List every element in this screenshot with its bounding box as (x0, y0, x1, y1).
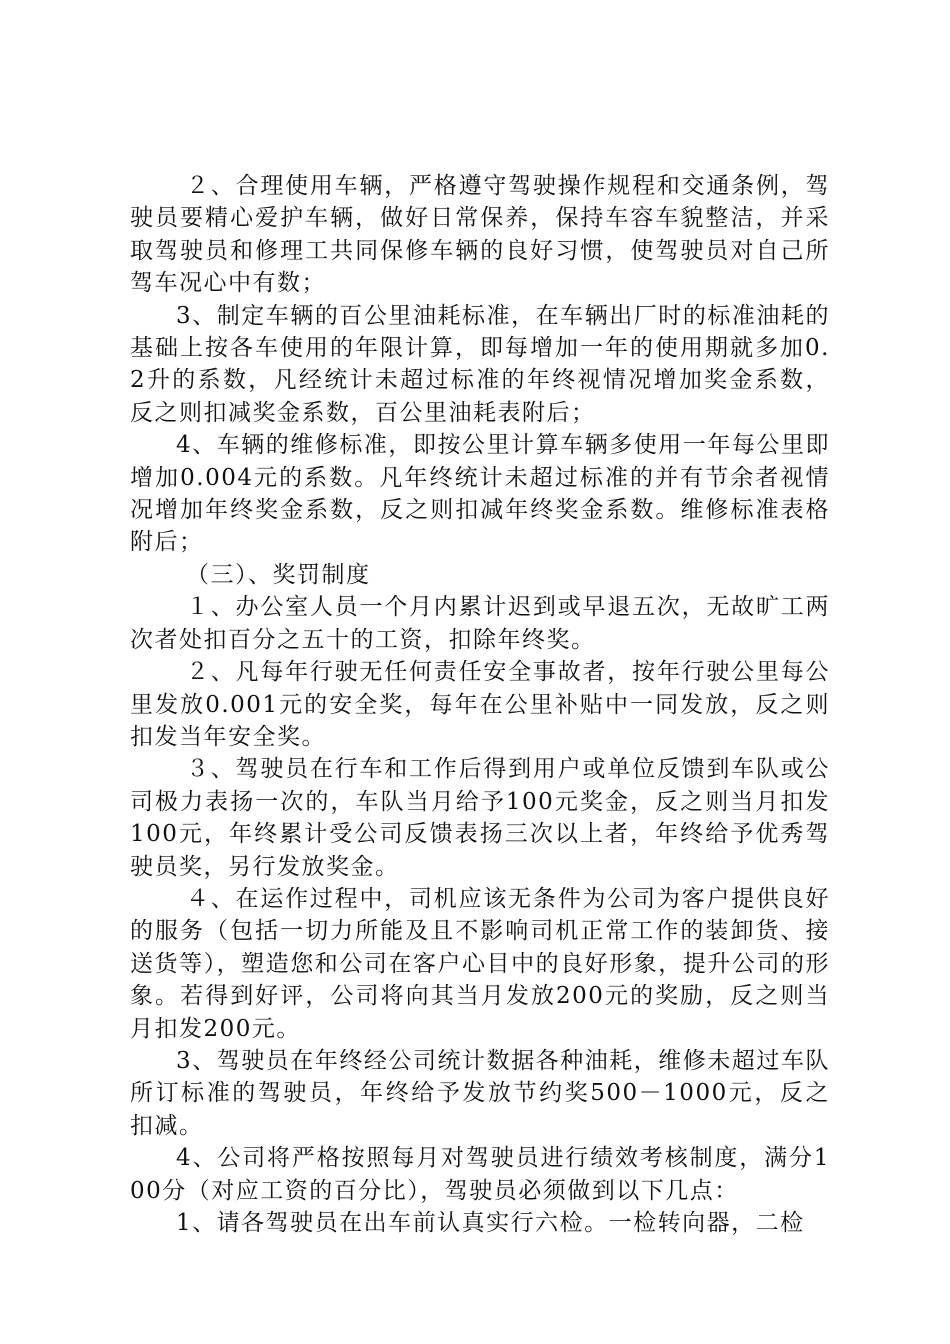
paragraph-performance-review: 4、公司将严格按照每月对驾驶员进行绩效考核制度，满分100分（对应工资的百分比），驾驶员必须做到以下几点： (130, 1145, 830, 1204)
section-heading-rewards-penalties: （三）、奖罚制度 (186, 561, 371, 588)
paragraph-praise-bonus: ３、驾驶员在行车和工作后得到用户或单位反馈到车队或公司极力表扬一次的，车队当月给予100元奖金，反之则当月扣发100元，年终累计受公司反馈表扬三次以上者，年终给予优秀驾驶员奖，另行发放奖金。 (130, 756, 830, 880)
paragraph-repair-standard: 4、车辆的维修标准，即按公里计算车辆多使用一年每公里即增加0.004元的系数。凡年终统计未超过标准的并有节余者视情况增加年终奖金系数，反之则扣减年终奖金系数。维修标准表格附后； (130, 432, 830, 556)
paragraph-service-bonus: ４、在运作过程中，司机应该无条件为公司为客户提供良好的服务（包括一切力所能及且不影响司机正常工作的装卸货、接送货等），塑造您和公司在客户心目中的良好形象，提升公司的形象。若得到好评，公司将向其当月发放200元的奖励，反之则当月扣发200元。 (130, 885, 830, 1042)
paragraph-six-checks: 1、请各驾驶员在出车前认真实行六检。一检转向器，二检 (176, 1210, 805, 1236)
paragraph-saving-bonus: 3、驾驶员在年终经公司统计数据各种油耗，维修未超过车队所订标准的驾驶员，年终给予发放节约奖500－1000元，反之扣减。 (130, 1047, 830, 1139)
paragraph-fuel-standard: 3、制定车辆的百公里油耗标准，在车辆出厂时的标准油耗的基础上按各车使用的年限计算，即每增加一年的使用期就多加0.2升的系数，凡经统计未超过标准的年终视情况增加奖金系数，反之则扣减奖金系数，百公里油耗表附后； (130, 302, 830, 426)
paragraph-safety-bonus: ２、凡每年行驶无任何责任安全事故者，按年行驶公里每公里发放0.001元的安全奖，每年在公里补贴中一同发放，反之则扣发当年安全奖。 (130, 659, 830, 750)
paragraph-office-attendance: １、办公室人员一个月内累计迟到或早退五次，无故旷工两次者处扣百分之五十的工资，扣除年终奖。 (130, 594, 830, 653)
document-body (130, 170, 830, 1239)
paragraph-vehicle-use: ２、合理使用车辆，严格遵守驾驶操作规程和交通条例，驾驶员要精心爱护车辆，做好日常保养，保持车容车貌整洁，并采取驾驶员和修理工共同保修车辆的良好习惯，使驾驶员对自己所驾车况心中有数； (130, 173, 830, 297)
